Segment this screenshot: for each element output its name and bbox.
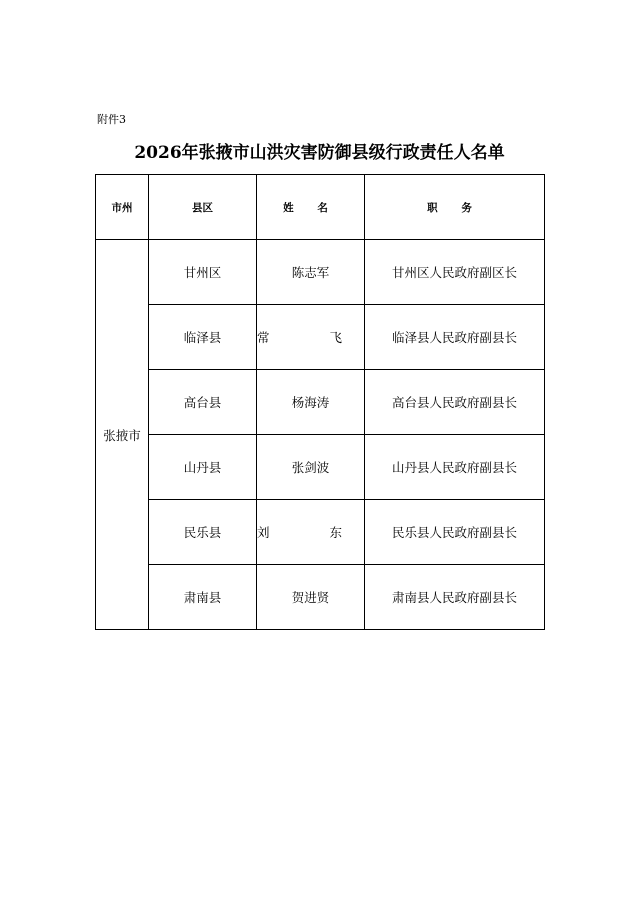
- position-cell: 高台县人民政府副县长: [365, 370, 545, 435]
- name-cell: 贺进贤: [257, 565, 365, 630]
- table-row: [96, 565, 545, 630]
- position-cell: 山丹县人民政府副县长: [365, 435, 545, 500]
- attachment-label: 附件3: [97, 113, 126, 126]
- county-cell: 山丹县: [149, 435, 257, 500]
- table-row: [96, 305, 545, 370]
- name-cell: 杨海涛: [257, 370, 365, 435]
- position-cell: 肃南县人民政府副县长: [365, 565, 545, 630]
- table-row: [96, 370, 545, 435]
- name-cell: 刘 东: [257, 500, 365, 565]
- table-row: [96, 500, 545, 565]
- county-cell: 肃南县: [149, 565, 257, 630]
- city-cell: 张掖市: [96, 240, 149, 630]
- name-cell: 陈志军: [257, 240, 365, 305]
- table-row: [96, 435, 545, 500]
- responsible-person-table: [95, 174, 545, 630]
- name-cell: 常 飞: [257, 305, 365, 370]
- table-header-row: [96, 175, 545, 240]
- county-cell: 甘州区: [149, 240, 257, 305]
- position-cell: 民乐县人民政府副县长: [365, 500, 545, 565]
- header-county: 县区: [149, 175, 257, 240]
- table-row: [96, 240, 545, 305]
- header-city: 市州: [96, 175, 149, 240]
- header-name: 姓 名: [257, 175, 365, 240]
- county-cell: 临泽县: [149, 305, 257, 370]
- page-title: 2026年张掖市山洪灾害防御县级行政责任人名单: [134, 143, 505, 163]
- position-cell: 甘州区人民政府副区长: [365, 240, 545, 305]
- position-cell: 临泽县人民政府副县长: [365, 305, 545, 370]
- county-cell: 高台县: [149, 370, 257, 435]
- county-cell: 民乐县: [149, 500, 257, 565]
- name-cell: 张剑波: [257, 435, 365, 500]
- header-position: 职 务: [365, 175, 545, 240]
